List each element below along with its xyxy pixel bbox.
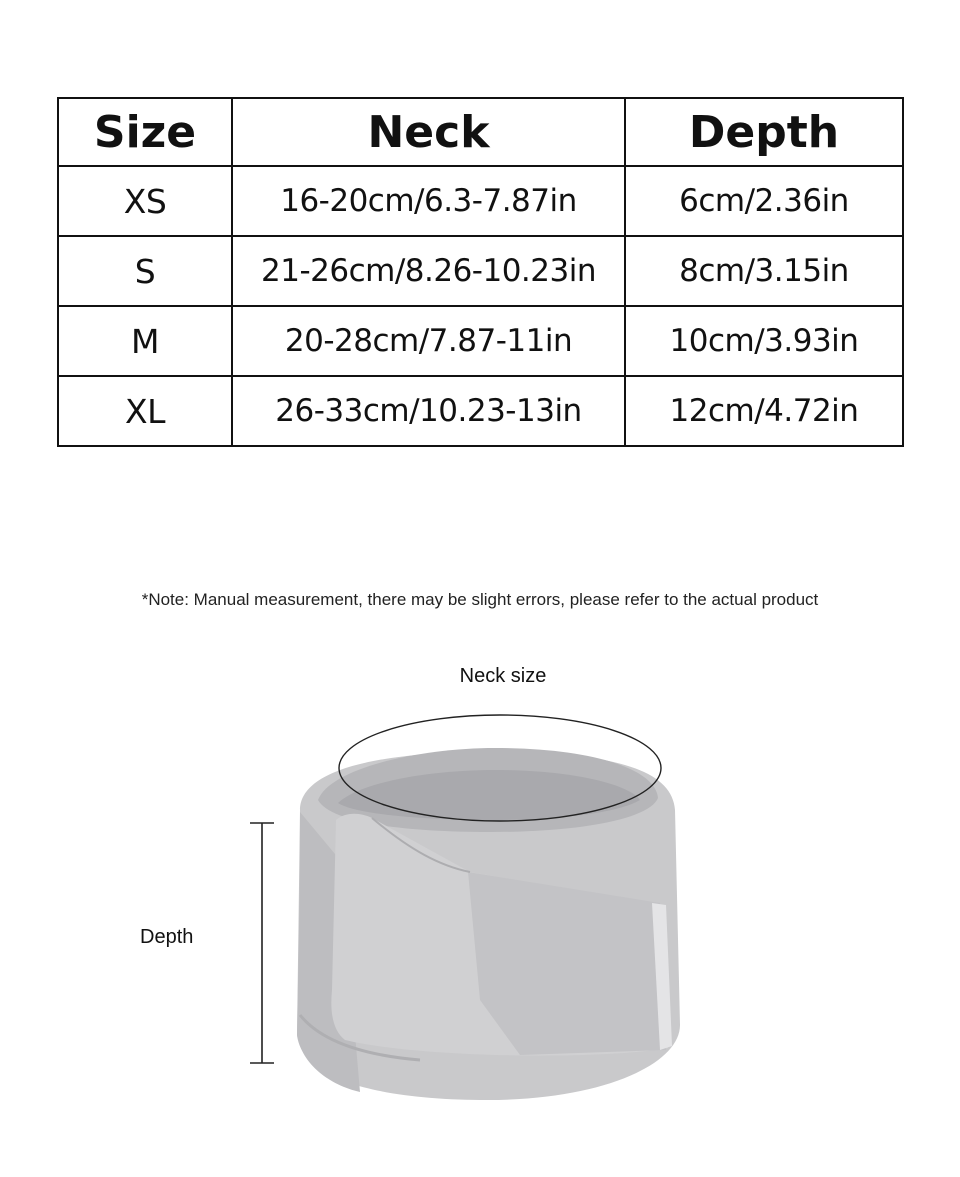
neck-cell: 16-20cm/6.3-7.87in: [232, 166, 625, 236]
depth-cell: 6cm/2.36in: [625, 166, 903, 236]
size-cell: S: [58, 236, 232, 306]
depth-cell: 12cm/4.72in: [625, 376, 903, 446]
header-neck: Neck: [232, 98, 625, 166]
header-depth: Depth: [625, 98, 903, 166]
header-size: Size: [58, 98, 232, 166]
depth-label: Depth: [140, 926, 194, 948]
neck-cell: 26-33cm/10.23-13in: [232, 376, 625, 446]
depth-cell: 10cm/3.93in: [625, 306, 903, 376]
neck-cell: 21-26cm/8.26-10.23in: [232, 236, 625, 306]
depth-cell: 8cm/3.15in: [625, 236, 903, 306]
depth-bracket: [250, 823, 274, 1063]
size-cell: XL: [58, 376, 232, 446]
neck-size-label: Neck size: [459, 665, 547, 687]
neck-cell: 20-28cm/7.87-11in: [232, 306, 625, 376]
size-cell: XS: [58, 166, 232, 236]
neck-brace-product: [297, 748, 680, 1100]
measurement-note: *Note: Manual measurement, there may be slight errors, please refer to the actual product: [141, 590, 819, 609]
size-cell: M: [58, 306, 232, 376]
